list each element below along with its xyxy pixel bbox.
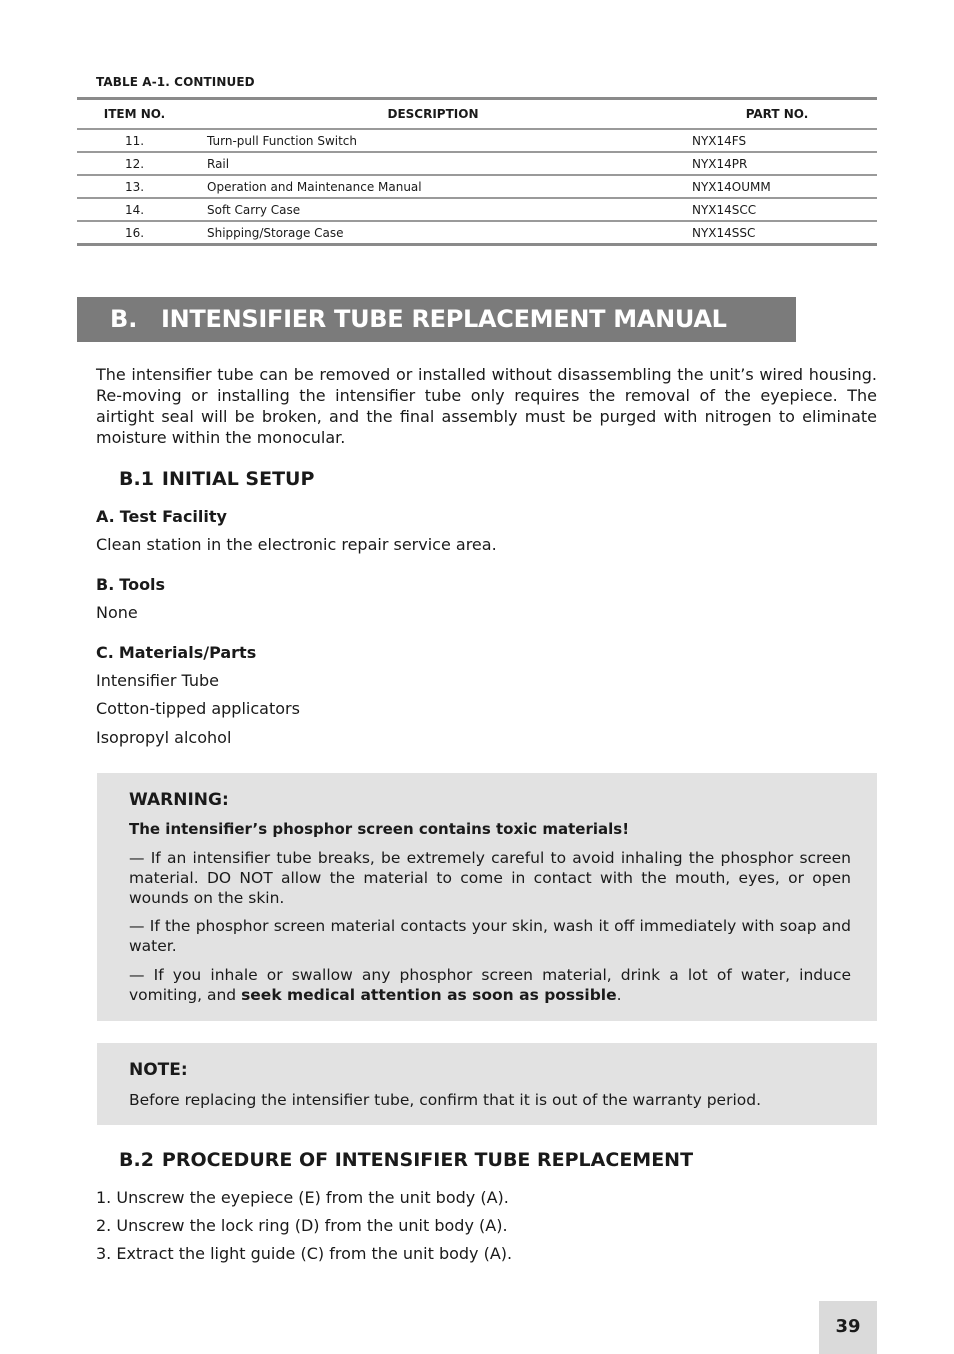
section-letter: B. [110, 305, 138, 333]
table-row [77, 222, 877, 243]
label-text: Tools [119, 575, 166, 594]
section-header-bar [77, 297, 796, 342]
warning-paragraph-3 [129, 965, 851, 1005]
test-facility-label [96, 507, 227, 526]
list-item: Isopropyl alcohol [96, 728, 232, 747]
warning-strong-text: The intensifier’s phosphor screen contains toxic materials! [129, 820, 630, 838]
table-row [77, 199, 877, 220]
cell-description: Rail [207, 156, 230, 171]
table-header-row [77, 100, 877, 128]
page-number: 39 [835, 1316, 861, 1337]
cell-item: 12. [124, 156, 145, 171]
subsection-title: INITIAL SETUP [161, 468, 315, 490]
list-item: Cotton-tipped applicators [96, 699, 300, 718]
cell-part: NYX14SCC [692, 202, 757, 217]
label-text: Test Facility [119, 507, 227, 526]
tools-label [96, 575, 165, 594]
parts-table [77, 97, 877, 246]
note-text: Before replacing the intensifier tube, confirm that it is out of the warranty period. [129, 1091, 762, 1109]
table-row [77, 176, 877, 197]
warning-paragraph-2: — If the phosphor screen material contacts your skin, wash it off immediately with soap and water. [129, 917, 851, 955]
subsection-heading-b2 [119, 1149, 693, 1171]
cell-item: 11. [124, 133, 145, 148]
header-description: DESCRIPTION [387, 107, 479, 121]
cell-part: NYX14FS [692, 133, 747, 148]
label-text: Materials/Parts [118, 643, 257, 662]
warning-box [97, 773, 877, 1021]
procedure-step: 2. Unscrew the lock ring (D) from the unit body (A). [96, 1216, 508, 1235]
label-letter: C. [96, 643, 114, 662]
procedure-step: 1. Unscrew the eyepiece (E) from the unit body (A). [96, 1188, 509, 1207]
subsection-title: PROCEDURE OF INTENSIFIER TUBE REPLACEMENT [161, 1149, 694, 1171]
tools-text: None [96, 603, 138, 622]
note-title: NOTE: [129, 1060, 188, 1080]
table-caption: TABLE A-1. CONTINUED [96, 75, 255, 89]
page-number-box [819, 1301, 877, 1354]
cell-part: NYX14PR [692, 156, 748, 171]
label-letter: A. [96, 507, 115, 526]
cell-description: Soft Carry Case [207, 202, 301, 217]
warning-p3-bold: seek medical attention as soon as possible [241, 986, 617, 1004]
materials-label [96, 643, 256, 662]
table-bottom-rule [77, 243, 877, 246]
warning-title: WARNING: [129, 790, 229, 810]
cell-item: 16. [124, 225, 145, 240]
warning-p3-end: . [616, 986, 622, 1004]
subsection-number: B.1 [119, 468, 154, 490]
procedure-step: 3. Extract the light guide (C) from the unit body (A). [96, 1244, 513, 1263]
cell-item: 14. [124, 202, 145, 217]
cell-part: NYX14SSC [692, 225, 756, 240]
subsection-number: B.2 [119, 1149, 154, 1171]
table-row [77, 153, 877, 174]
warning-paragraph-1: — If an intensifier tube breaks, be extremely careful to avoid inhaling the phosphor screen material. DO NOT allow the material to come in contact with the mouth, eyes, or open wounds on the skin. [129, 849, 851, 907]
header-part-no: PART NO. [745, 107, 809, 121]
note-box [97, 1043, 877, 1125]
table-row [77, 130, 877, 151]
cell-item: 13. [124, 179, 145, 194]
warning-p3-start: — If you inhale or swallow any phosphor screen material, drink a lot of water, induce vomiting, and [129, 966, 851, 1004]
list-item: Intensifier Tube [96, 671, 219, 690]
section-intro-paragraph: The intensifier tube can be removed or installed without disassembling the unit’s wired housing. Re-moving or installing the intensifier tube only requires the removal of the eyepiece. The airtight seal will be broken, and the final assembly must be purged with nitrogen to eliminate moisture within the monocular. [96, 365, 877, 447]
cell-description: Turn-pull Function Switch [207, 133, 358, 148]
test-facility-text: Clean station in the electronic repair service area. [96, 535, 497, 554]
subsection-heading-b1 [119, 468, 314, 490]
section-title: INTENSIFIER TUBE REPLACEMENT MANUAL [161, 305, 727, 333]
header-item-no: ITEM NO. [103, 107, 166, 121]
label-letter: B. [96, 575, 115, 594]
cell-part: NYX14OUMM [692, 179, 771, 194]
cell-description: Operation and Maintenance Manual [207, 179, 422, 194]
cell-description: Shipping/Storage Case [207, 225, 344, 240]
